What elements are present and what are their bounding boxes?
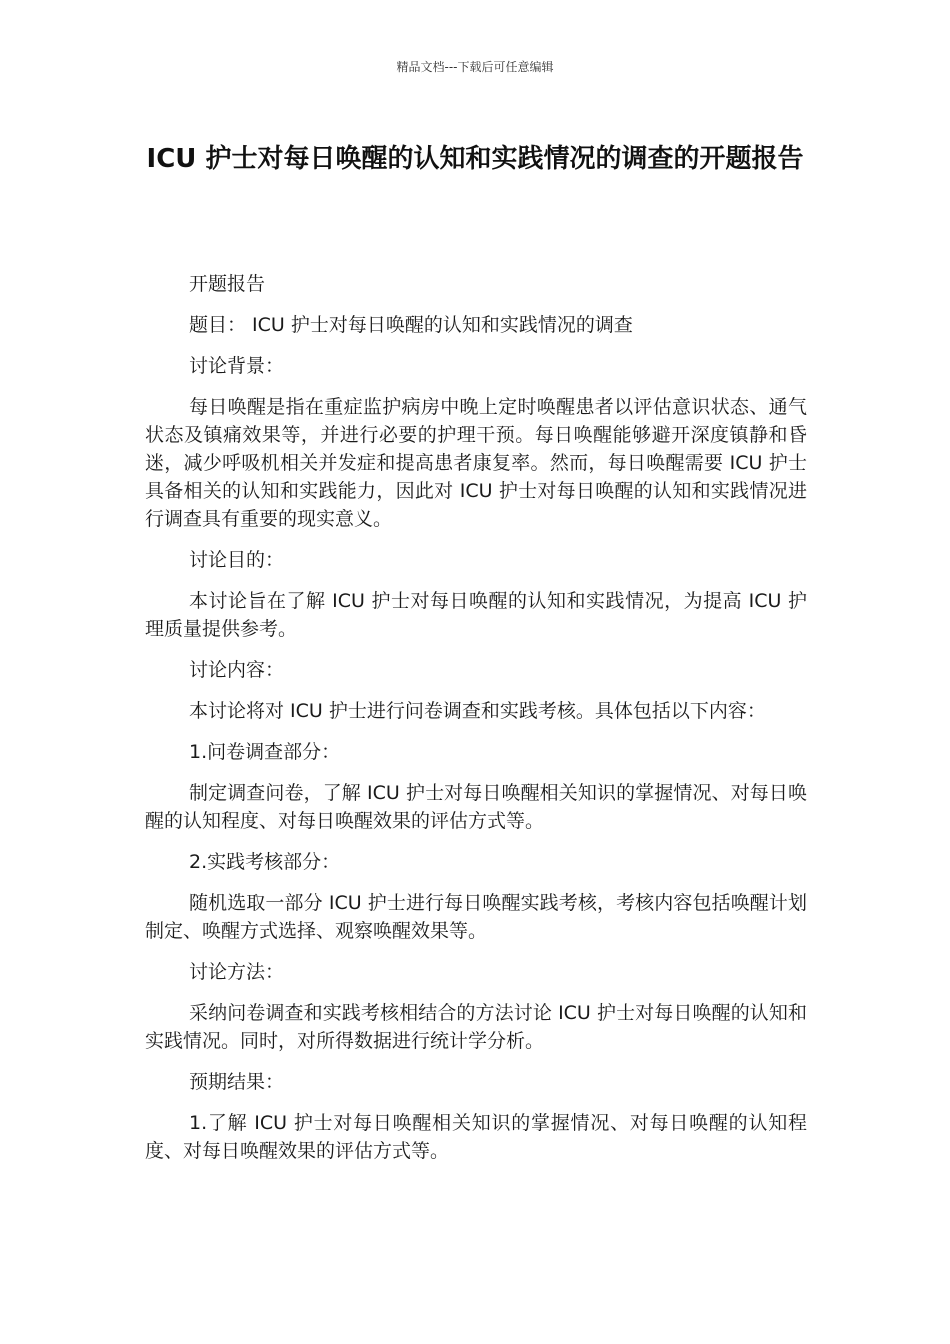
background-paragraph: 每日唤醒是指在重症监护病房中晚上定时唤醒患者以评估意识状态、通气状态及镇痛效果等，并进行必要的护理干预。每日唤醒能够避开深度镇静和昏迷，减少呼吸机相关并发症和提高患者康复率。然而，每日唤醒需要 ICU 护士具备相关的认知和实践能力，因此对 ICU 护士对每日唤醒的认知和实践情况进行调查具有重要的现实意义。 (145, 396, 807, 530)
heading-content: 讨论内容： (189, 659, 285, 681)
expected-result-1: 1.了解 ICU 护士对每日唤醒相关知识的掌握情况、对每日唤醒的认知程度、对每日唤醒效果的评估方式等。 (145, 1112, 807, 1162)
section-label-report: 开题报告 (189, 273, 266, 295)
header-note: 精品文档---下载后可任意编辑 (396, 60, 554, 74)
heading-background: 讨论背景： (189, 355, 285, 377)
heading-expected-results: 预期结果： (189, 1071, 285, 1093)
heading-purpose: 讨论目的： (189, 549, 285, 571)
document-title: ICU 护士对每日唤醒的认知和实践情况的调查的开题报告 (146, 144, 804, 174)
purpose-paragraph: 本讨论旨在了解 ICU 护士对每日唤醒的认知和实践情况，为提高 ICU 护理质量提供参考。 (145, 590, 807, 640)
document-body (145, 270, 807, 1178)
topic-line: 题目： ICU 护士对每日唤醒的认知和实践情况的调查 (189, 314, 633, 336)
subheading-practice: 2.实践考核部分： (189, 851, 341, 873)
content-intro: 本讨论将对 ICU 护士进行问卷调查和实践考核。具体包括以下内容： (189, 700, 766, 722)
method-paragraph: 采纳问卷调查和实践考核相结合的方法讨论 ICU 护士对每日唤醒的认知和实践情况。同时，对所得数据进行统计学分析。 (145, 1002, 807, 1052)
subheading-questionnaire: 1.问卷调查部分： (189, 741, 341, 763)
questionnaire-paragraph: 制定调查问卷，了解 ICU 护士对每日唤醒相关知识的掌握情况、对每日唤醒的认知程度、对每日唤醒效果的评估方式等。 (145, 782, 807, 832)
practice-paragraph: 随机选取一部分 ICU 护士进行每日唤醒实践考核，考核内容包括唤醒计划制定、唤醒方式选择、观察唤醒效果等。 (145, 892, 807, 942)
heading-method: 讨论方法： (189, 961, 285, 983)
